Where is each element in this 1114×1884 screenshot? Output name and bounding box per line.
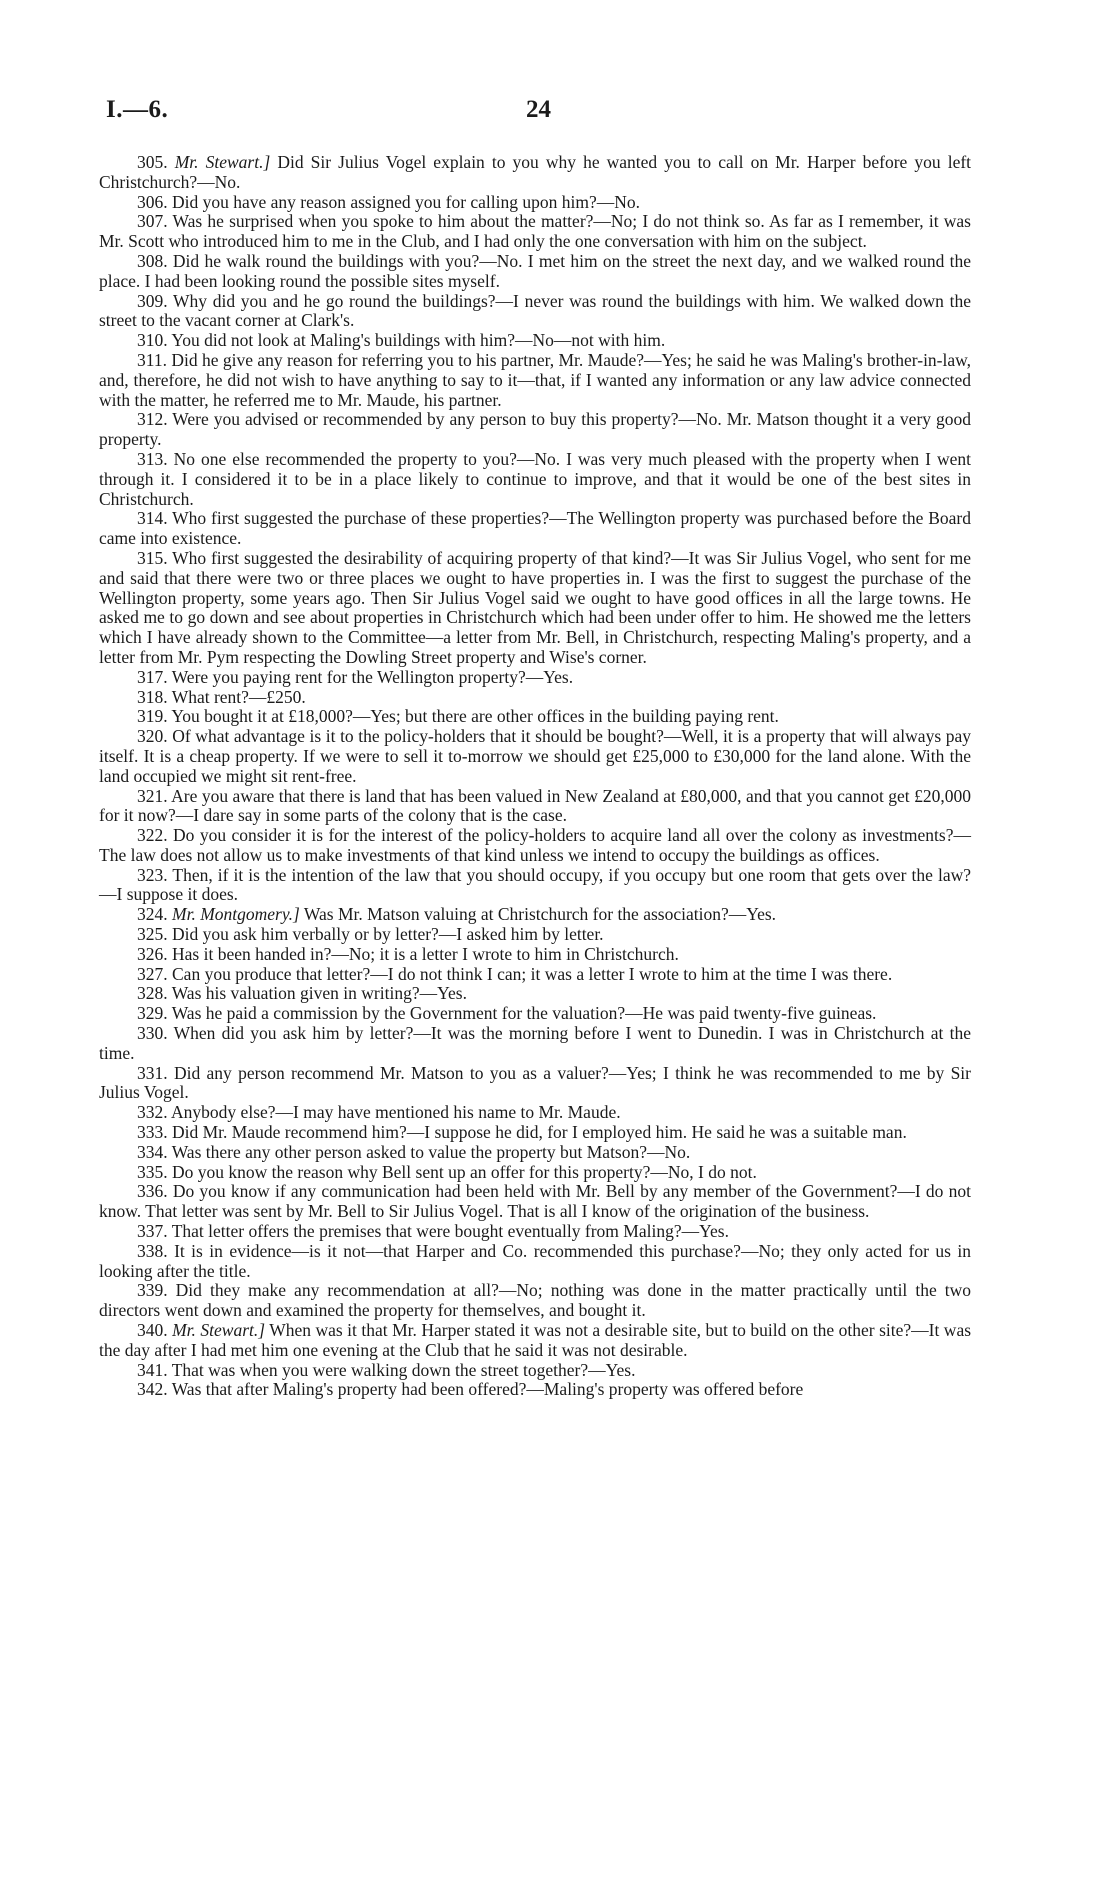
question-text: Then, if it is the intention of the law that you should occupy, if you occupy but one room that gets over the law?—I suppose it does. [99, 864, 971, 905]
question-text: Was that after Maling's property had been offered?—Maling's property was offered before [171, 1379, 804, 1400]
question-paragraph [99, 331, 971, 351]
question-text: Did he walk round the buildings with you?—No. I met him on the street the next day, and we walked round the place. I had been looking round the possible sites myself. [99, 250, 972, 291]
question-text: Were you paying rent for the Wellington property?—Yes. [171, 666, 574, 687]
question-paragraph [99, 945, 971, 965]
question-paragraph [99, 410, 971, 450]
question-paragraph [99, 1064, 971, 1104]
question-paragraph [99, 826, 971, 866]
question-text: Did Sir Julius Vogel explain to you why he wanted you to call on Mr. Harper before you left Christchurch?—No. [99, 152, 972, 192]
question-text: Do you know if any communication had been held with Mr. Bell by any member of the Government?—I do not know. That letter was sent by Mr. Bell to Sir Julius Vogel. That is all I know of the origination of the business. [99, 1181, 971, 1222]
question-paragraph [99, 1242, 971, 1282]
question-paragraph [99, 252, 971, 292]
question-text: What rent?—£250. [171, 686, 306, 707]
question-paragraph [99, 905, 971, 925]
question-text: When was it that Mr. Harper stated it was not a desirable site, but to build on the other site?—It was the day after I had met him one evening at the Club that he said it was not desirable. [99, 1320, 972, 1360]
question-number: 321. [137, 785, 168, 806]
question-text: Anybody else?—I may have mentioned his name to Mr. Maude. [171, 1102, 621, 1123]
question-paragraph [99, 866, 971, 906]
question-paragraph [99, 351, 971, 410]
question-text: That was when you were walking down the street together?—Yes. [171, 1359, 636, 1380]
question-text: Did any person recommend Mr. Matson to you as a valuer?—Yes; I think he was recommended to me by Sir Julius Vogel. [99, 1062, 971, 1103]
question-number: 338. [137, 1240, 168, 1261]
question-number: 310. [137, 330, 168, 351]
page-number: 24 [526, 96, 551, 123]
question-number: 329. [137, 1003, 168, 1024]
question-text: Was he paid a commission by the Government for the valuation?—He was paid twenty-five guineas. [171, 1003, 877, 1024]
question-text: Was his valuation given in writing?—Yes. [171, 983, 467, 1004]
question-paragraph [99, 965, 971, 985]
question-text: No one else recommended the property to you?—No. I was very much pleased with the property when I went through it. I considered it to be in a place likely to continue to improve, and that it would be one of the best sites in Christchurch. [99, 448, 972, 509]
question-text: Was Mr. Matson valuing at Christchurch for the association?—Yes. [299, 904, 777, 925]
question-number: 314. [137, 508, 168, 529]
question-number: 340. [137, 1320, 168, 1341]
question-number: 332. [137, 1102, 168, 1123]
question-paragraph [99, 1182, 971, 1222]
question-paragraph [99, 787, 971, 827]
question-number: 323. [137, 864, 168, 885]
question-number: 324. [137, 904, 168, 925]
question-paragraph [99, 1321, 971, 1361]
question-paragraph [99, 1281, 971, 1321]
question-number: 328. [137, 983, 168, 1004]
question-number: 341. [137, 1359, 168, 1380]
question-number: 312. [137, 409, 168, 430]
question-text: Were you advised or recommended by any person to buy this property?—No. Mr. Matson thought it a very good property. [99, 409, 971, 450]
question-text: Of what advantage is it to the policy-holders that it should be bought?—Well, it is a property that will always pay itself. It is a cheap property. If we were to sell it to-morrow we should get £25,000 to £30,000 for the land alone. With the land occupied we might sit rent-free. [99, 726, 971, 786]
question-paragraph [99, 984, 971, 1004]
question-text: Can you produce that letter?—I do not think I can; it was a letter I wrote to him at the time I was there. [172, 963, 893, 984]
question-number: 327. [137, 963, 168, 984]
question-number: 337. [137, 1221, 168, 1242]
speaker-label: Mr. Stewart.] [172, 1320, 266, 1341]
question-number: 315. [137, 547, 168, 568]
question-number: 313. [137, 448, 168, 469]
question-paragraph [99, 450, 971, 509]
question-text: Did they make any recommendation at all?—No; nothing was done in the matter practically until the two directors went down and examined the property for themselves, and bought it. [99, 1280, 971, 1321]
question-paragraph [99, 727, 971, 786]
question-text: Are you aware that there is land that has been valued in New Zealand at £80,000, and that you cannot get £20,000 for it now?—I dare say in some parts of the colony that is the case. [99, 785, 971, 826]
question-number: 308. [137, 250, 168, 271]
question-number: 334. [137, 1141, 168, 1162]
question-paragraph [99, 1222, 971, 1242]
question-paragraph [99, 925, 971, 945]
question-number: 325. [137, 924, 168, 945]
question-number: 333. [137, 1122, 168, 1143]
question-text: When did you ask him by letter?—It was the morning before I went to Dunedin. I was in Christchurch at the time. [99, 1023, 971, 1063]
question-paragraph [99, 549, 971, 668]
question-text: Did you ask him verbally or by letter?—I asked him by letter. [172, 924, 604, 945]
question-paragraph [99, 1143, 971, 1163]
question-number: 309. [137, 290, 168, 311]
question-paragraph [99, 1361, 971, 1381]
question-number: 339. [137, 1280, 168, 1301]
question-number: 307. [137, 211, 168, 232]
speaker-label: Mr. Montgomery.] [172, 904, 300, 925]
question-text: Why did you and he go round the buildings?—I never was round the buildings with him. We walked down the street to the vacant corner at Clark's. [99, 290, 971, 331]
question-number: 306. [137, 191, 168, 212]
question-number: 335. [137, 1161, 168, 1182]
question-text: Who first suggested the desirability of acquiring property of that kind?—It was Sir Julius Vogel, who sent for me and said that there were two or three places we ought to have properties in. I was the first to suggest the purchase of the Wellington property, some years ago. Then Sir Julius Vogel said we ought to have good offices in all the large towns. He asked me to go down and see about properties in Christchurch which had been under offer to him. He showed me the letters which I have already shown to the Committee—a letter from Mr. Bell, in Christchurch, respecting Maling's property, and a letter from Mr. Pym respecting the Dowling Street property and Wise's corner. [99, 547, 972, 667]
question-number: 331. [137, 1062, 168, 1083]
question-number: 319. [137, 706, 168, 727]
question-text: Who first suggested the purchase of these properties?—The Wellington property was purchased before the Board came into existence. [99, 508, 971, 549]
question-text: Do you know the reason why Bell sent up an offer for this property?—No, I do not. [172, 1161, 757, 1182]
question-text: Was there any other person asked to value the property but Matson?—No. [171, 1141, 691, 1162]
question-paragraph [99, 1024, 971, 1064]
question-text: Did Mr. Maude recommend him?—I suppose he did, for I employed him. He said he was a suitable man. [172, 1122, 907, 1143]
question-text: You bought it at £18,000?—Yes; but there are other offices in the building paying rent. [171, 706, 779, 727]
question-paragraph [99, 1103, 971, 1123]
question-paragraph [99, 193, 971, 213]
question-number: 342. [137, 1379, 168, 1400]
question-number: 322. [137, 825, 168, 846]
question-paragraph [99, 1380, 971, 1400]
question-text: You did not look at Maling's buildings with him?—No—not with him. [171, 330, 666, 351]
question-paragraph [99, 1123, 971, 1143]
page-reference: I.—6. [106, 96, 169, 123]
question-text: Has it been handed in?—No; it is a letter I wrote to him in Christchurch. [172, 943, 679, 964]
question-paragraph [99, 688, 971, 708]
evidence-body [99, 153, 971, 1400]
question-paragraph [99, 212, 971, 252]
question-number: 305. [137, 152, 168, 172]
question-number: 318. [137, 686, 168, 707]
question-paragraph [99, 153, 971, 193]
question-text: That letter offers the premises that were bought eventually from Maling?—Yes. [171, 1221, 729, 1242]
question-paragraph [99, 509, 971, 549]
question-text: Was he surprised when you spoke to him about the matter?—No; I do not think so. As far as I remember, it was Mr. Scott who introduced him to me in the Club, and I had only the one conversation with him on the subject. [99, 211, 971, 252]
question-paragraph [99, 1004, 971, 1024]
question-number: 336. [137, 1181, 168, 1202]
question-paragraph [99, 292, 971, 332]
speaker-label: Mr. Stewart.] [174, 152, 271, 172]
question-text: Did you have any reason assigned you for calling upon him?—No. [172, 191, 641, 212]
question-number: 330. [137, 1023, 168, 1044]
question-number: 320. [137, 726, 168, 747]
question-paragraph [99, 668, 971, 688]
question-text: Do you consider it is for the interest of the policy-holders to acquire land all over the colony as investments?—The law does not allow us to make investments of that kind unless we intend to occupy the buildings as offices. [99, 825, 971, 865]
page-header [106, 96, 986, 130]
question-text: It is in evidence—is it not—that Harper and Co. recommended this purchase?—No; they only acted for us in looking after the title. [99, 1240, 971, 1281]
question-number: 317. [137, 666, 168, 687]
question-number: 326. [137, 943, 168, 964]
question-text: Did he give any reason for referring you to his partner, Mr. Maude?—Yes; he said he was Maling's brother-in-law, and, therefore, he did not wish to have anything to say to it—that, if I wanted any information or any law advice connected with the matter, he referred me to Mr. Maude, his partner. [99, 349, 972, 410]
question-paragraph [99, 1163, 971, 1183]
question-paragraph [99, 707, 971, 727]
question-number: 311. [137, 349, 167, 370]
